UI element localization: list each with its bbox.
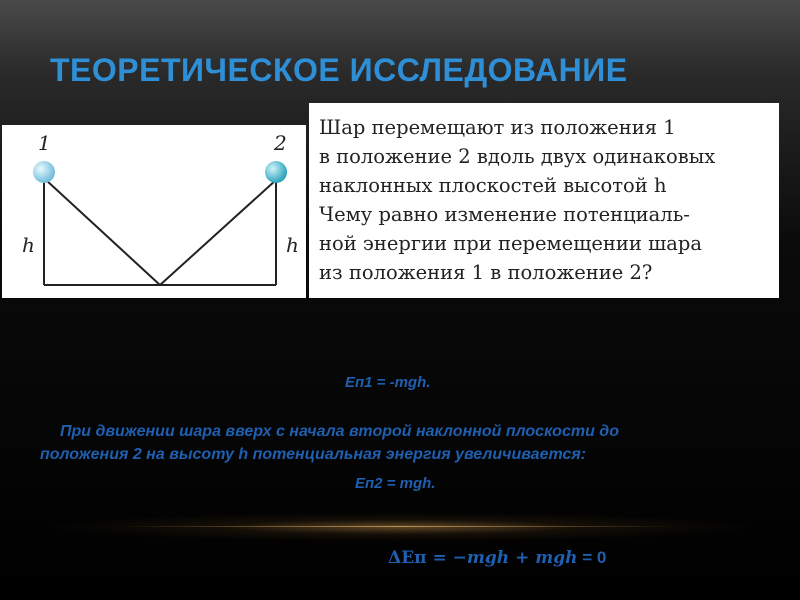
problem-line: из положения 1 в положение 2? — [319, 261, 653, 284]
left-incline — [46, 180, 160, 285]
problem-line: наклонных плоскостей высотой h — [319, 174, 667, 197]
right-incline — [160, 180, 276, 285]
energy-change-formula — [388, 548, 648, 568]
ball-position-2 — [265, 161, 287, 183]
delta-result: = 0 — [577, 548, 607, 567]
decorative-divider — [120, 526, 680, 527]
ball-position-1 — [33, 161, 55, 183]
incline-diagram — [2, 125, 306, 298]
problem-line: Шар перемещают из положения 1 — [319, 116, 676, 139]
decorative-glow — [40, 512, 760, 542]
delta-expression: −mgh + mgh — [452, 548, 578, 568]
problem-line: в положение 2 вдоль двух одинаковых — [319, 145, 716, 168]
potential-energy-1-formula: Еп1 = -mgh. — [345, 374, 431, 391]
problem-line: Чему равно изменение потенциаль- — [319, 203, 690, 226]
height-label-left: h — [22, 233, 35, 257]
problem-statement — [309, 103, 779, 298]
problem-line: ной энергии при перемещении шара — [319, 232, 702, 255]
height-label-right: h — [286, 233, 299, 257]
position-1-label: 1 — [38, 131, 51, 155]
slide-title: ТЕОРЕТИЧЕСКОЕ ИССЛЕДОВАНИЕ — [50, 52, 628, 88]
delta-prefix: ΔЕп = — [388, 548, 453, 568]
solution-explanation — [40, 420, 720, 466]
potential-energy-2-formula: Еп2 = mgh. — [355, 475, 436, 492]
position-2-label: 2 — [274, 131, 287, 155]
explanation-line-1: При движении шара вверх с начала второй наклонной плоскости до — [60, 423, 619, 440]
explanation-line-2: положения 2 на высоту h потенциальная энергия увеличивается: — [40, 446, 587, 463]
